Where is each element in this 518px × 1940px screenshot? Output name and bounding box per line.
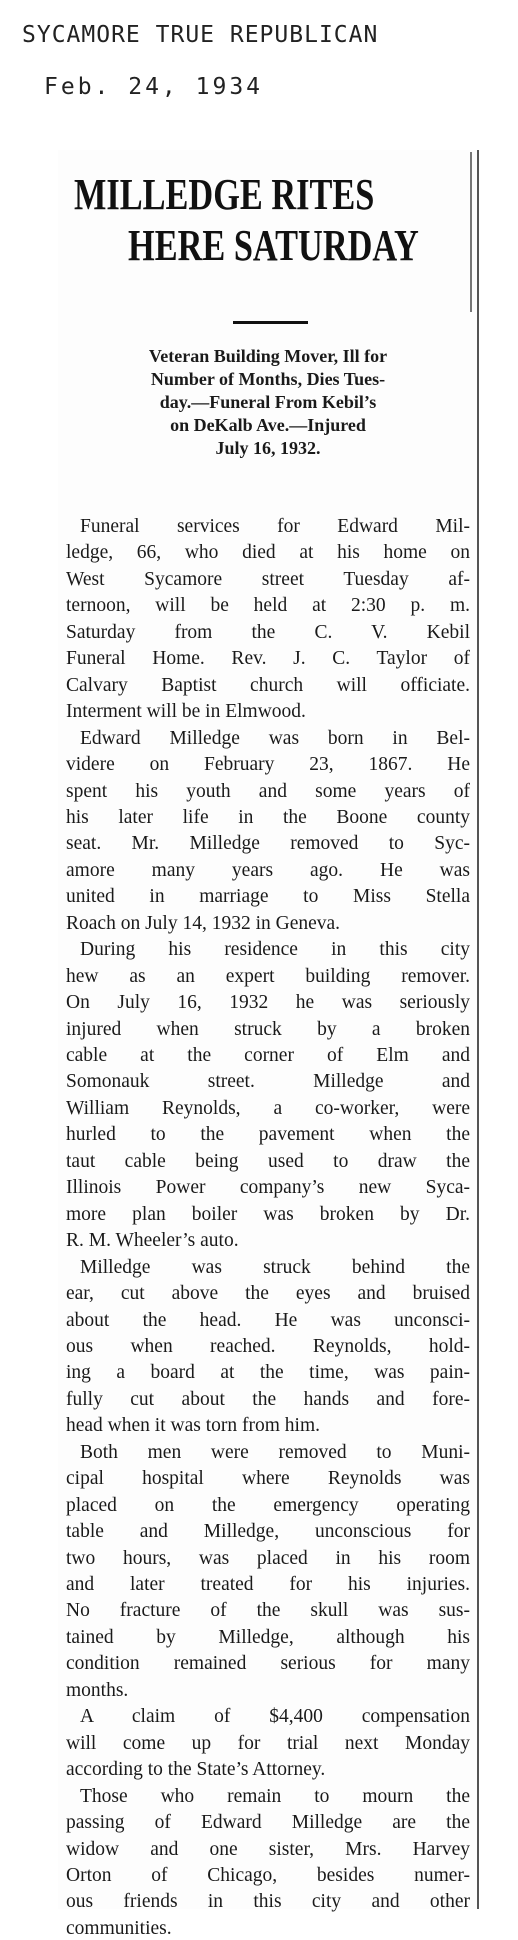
- body-line: Illinois Power company’s new Syca-: [66, 1177, 470, 1199]
- body-line: Funeral services for Edward Mil-: [80, 516, 470, 537]
- body-line: ledge, 66, who died at his home on: [66, 542, 470, 564]
- body-line: cipal hospital where Reynolds was: [66, 1468, 470, 1490]
- body-line: hurled to the pavement when the: [66, 1124, 470, 1146]
- body-line: widow and one sister, Mrs. Harvey: [66, 1838, 470, 1860]
- body-line: Both men were removed to Muni-: [80, 1441, 470, 1463]
- body-line: West Sycamore street Tuesday af-: [66, 568, 470, 590]
- body-line: passing of Edward Milledge are the: [66, 1812, 470, 1834]
- deck-line: Veteran Building Mover, Ill for: [148, 346, 388, 366]
- body-line: Orton of Chicago, besides numer-: [66, 1864, 470, 1886]
- body-line: head when it was torn from him.: [66, 1415, 320, 1437]
- body-line: ternoon, will be held at 2:30 p. m.: [66, 595, 470, 617]
- body-line: communities.: [66, 1917, 172, 1939]
- body-line: fully cut about the hands and fore-: [66, 1388, 470, 1410]
- column-rule-top: [470, 152, 472, 312]
- body-line: taut cable being used to draw the: [66, 1150, 470, 1172]
- body-line: table and Milledge, unconscious for: [66, 1521, 470, 1543]
- headline-divider: [233, 321, 308, 324]
- body-line: about the head. He was unconsci-: [66, 1309, 470, 1331]
- body-line: Roach on July 14, 1932 in Geneva.: [66, 912, 341, 934]
- body-line: his later life in the Boone county: [66, 806, 470, 828]
- column-rule: [477, 150, 479, 1909]
- body-line: according to the State’s Attorney.: [66, 1759, 326, 1781]
- publication-date: Feb. 24, 1934: [44, 74, 264, 100]
- body-line: Funeral Home. Rev. J. C. Taylor of: [66, 648, 470, 670]
- body-line: tained by Milledge, although his: [66, 1626, 470, 1648]
- body-line: cable at the corner of Elm and: [66, 1045, 470, 1066]
- body-line: Those who remain to mourn the: [80, 1785, 470, 1807]
- body-line: Somonauk street. Milledge and: [66, 1071, 470, 1093]
- body-line: R. M. Wheeler’s auto.: [66, 1230, 239, 1252]
- body-line: seat. Mr. Milledge removed to Syc-: [66, 833, 470, 855]
- body-line: united in marriage to Miss Stella: [66, 886, 470, 908]
- body-line: injured when struck by a broken: [66, 1018, 470, 1040]
- body-line: hew as an expert building remover.: [66, 965, 470, 987]
- body-line: videre on February 23, 1867. He: [66, 754, 470, 776]
- headline-line-2: HERE SATURDAY: [128, 221, 419, 270]
- body-line: During his residence in this city: [80, 939, 470, 961]
- body-line: No fracture of the skull was sus-: [66, 1600, 470, 1622]
- body-line: ear, cut above the eyes and bruised: [66, 1283, 470, 1305]
- body-line: more plan boiler was broken by Dr.: [66, 1203, 470, 1225]
- body-line: A claim of $4,400 compensation: [80, 1706, 470, 1728]
- body-line: ing a board at the time, was pain-: [66, 1362, 470, 1384]
- body-line: placed on the emergency operating: [66, 1494, 470, 1516]
- headline-line-1: MILLEDGE RITES: [74, 170, 375, 219]
- body-line: On July 16, 1932 he was seriously: [66, 992, 470, 1014]
- deck-line: July 16, 1932.: [215, 438, 321, 458]
- deck-line: on DeKalb Ave.—Injured: [170, 415, 366, 435]
- deck-line: day.—Funeral From Kebil’s: [159, 392, 377, 412]
- body-line: Interment will be in Elmwood.: [66, 701, 306, 723]
- publication-name: SYCAMORE TRUE REPUBLICAN: [22, 22, 379, 48]
- body-line: William Reynolds, a co-worker, were: [66, 1097, 470, 1119]
- body-line: ous when reached. Reynolds, hold-: [66, 1335, 470, 1357]
- body-line: months.: [66, 1679, 129, 1701]
- body-line: and later treated for his injuries.: [66, 1574, 470, 1595]
- newspaper-clipping: [58, 150, 478, 1939]
- body-line: Milledge was struck behind the: [80, 1256, 470, 1278]
- body-line: condition remained serious for many: [66, 1653, 470, 1675]
- body-line: Saturday from the C. V. Kebil: [66, 621, 470, 643]
- body-line: two hours, was placed in his room: [66, 1547, 470, 1569]
- body-line: Edward Milledge was born in Bel-: [80, 727, 470, 749]
- body-line: Calvary Baptist church will officiate.: [66, 674, 470, 696]
- body-line: will come up for trial next Monday: [66, 1732, 470, 1754]
- body-line: amore many years ago. He was: [66, 859, 470, 881]
- deck-line: Number of Months, Dies Tues-: [150, 369, 386, 389]
- body-line: spent his youth and some years of: [66, 780, 470, 802]
- body-line: ous friends in this city and other: [66, 1891, 470, 1913]
